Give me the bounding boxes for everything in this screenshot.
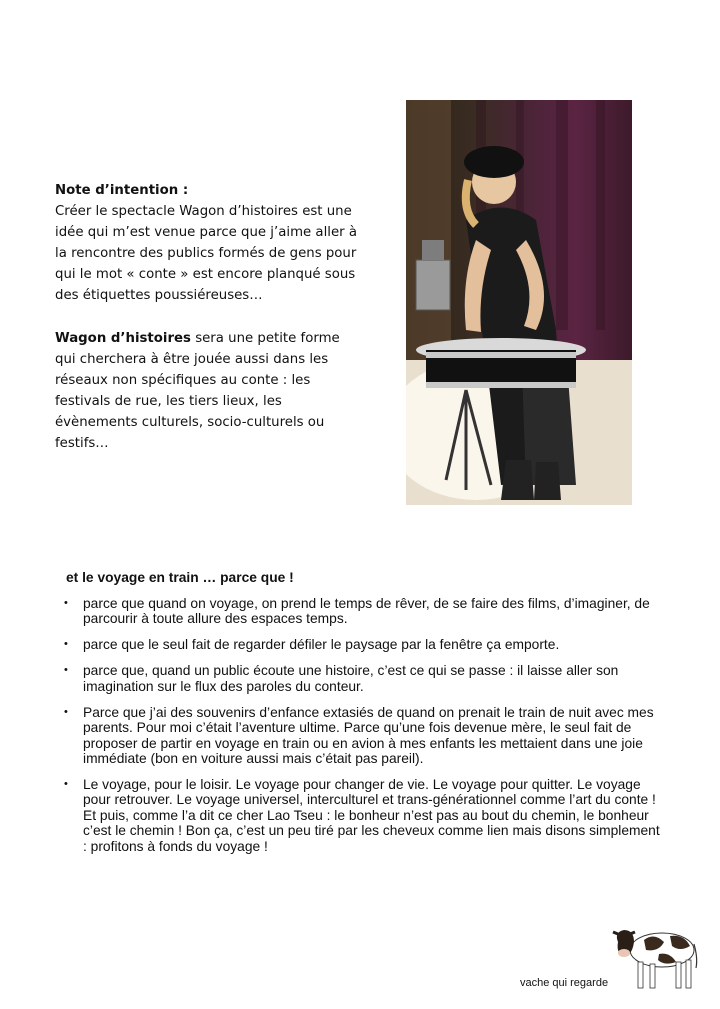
bullet-icon: • <box>64 664 68 677</box>
performer-photo-drawing <box>406 100 632 505</box>
cow-caption: vache qui regarde <box>520 977 609 989</box>
bullet-icon: • <box>64 597 68 609</box>
list-item: • parce que, quand un public écoute une histoire, c’est ce qui se passe : il laisse aller son imagination sur le flux des paroles du conteur. <box>64 663 619 694</box>
intention-paragraph-1: Créer le spectacle Wagon d’histoires est une idée qui m’est venue parce que j’aime aller à la rencontre des publics formés de gens pour qui le mot « conte » est encore planqué sous des étiquettes poussiéreuses… <box>55 204 357 304</box>
performer-photo <box>406 100 632 505</box>
intention-note <box>55 180 360 454</box>
cow-icon <box>604 922 700 992</box>
bullet-icon: • <box>64 705 68 718</box>
intention-paragraph-2: Wagon d’histoires sera une petite forme qui cherchera à être jouée aussi dans les réseaux non spécifiques au conte : les festivals de rue, les tiers lieux, les évènements culturels, socio-culturels ou festifs… <box>55 330 340 452</box>
bullet-icon: • <box>64 638 68 651</box>
list-item: • parce que le seul fait de regarder défiler le paysage par la fenêtre ça emporte. <box>64 637 560 653</box>
bullet-icon: • <box>64 778 68 791</box>
show-title: Wagon d’histoires <box>55 330 191 346</box>
train-section-title: et le voyage en train … parce que ! <box>66 570 294 585</box>
reasons-list <box>64 596 664 865</box>
list-item: • parce que quand on voyage, on prend le temps de rêver, de se faire des films, d’imaginer, de parcourir à toute allure des espaces temps. <box>64 596 650 627</box>
list-item: • Le voyage, pour le loisir. Le voyage pour changer de vie. Le voyage pour quitter. Le voyage pour retrouver. Le voyage universel, interculturel et trans-générationnel comme l’art du conte ! Et puis, comme l’a dit ce cher Lao Tseu : le bonheur n’est pas au bout du chemin, le bonheur c’est le chemin ! Bon ça, c’est un peu tiré par les cheveux comme lien mais disons simplement : profitons à fonds du voyage ! <box>64 777 660 854</box>
list-item: • Parce que j’ai des souvenirs d’enfance extasiés de quand on prenait le train de nuit avec mes parents. Pour moi c’était l’aventure ultime. Parce qu’une fois devenue mère, le seul fait de proposer de partir en voyage en train ou en avion à mes enfants les mettaient dans une joie immédiate (bon en voiture aussi mais c’était pas pareil). <box>64 704 654 767</box>
intention-heading: Note d’intention : <box>55 183 189 198</box>
